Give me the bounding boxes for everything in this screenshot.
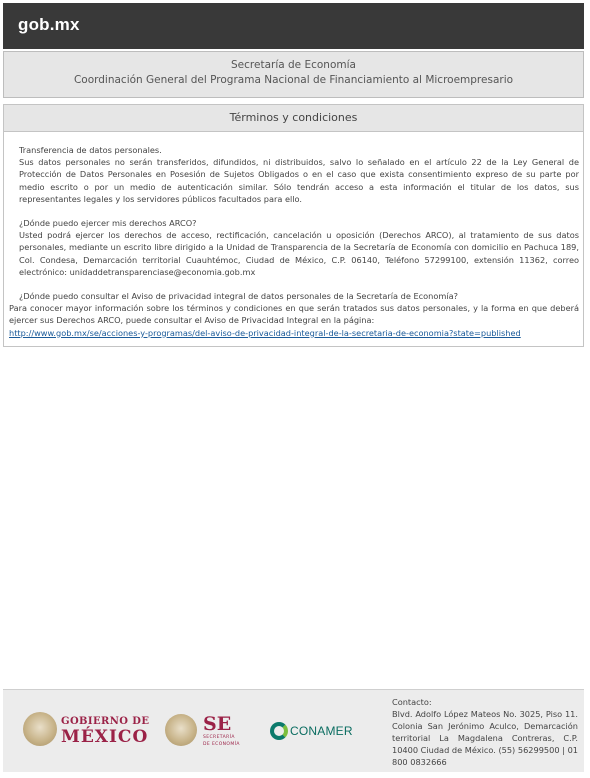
se-seal-icon — [165, 714, 197, 746]
notice-heading: ¿Dónde puedo consultar el Aviso de privacidad integral de datos personales de la Secretaría de Economía? — [19, 291, 458, 302]
arco-heading: ¿Dónde puedo ejercer mis derechos ARCO? — [19, 218, 197, 229]
transfer-heading: Transferencia de datos personales. — [19, 145, 162, 155]
conamer-ring-icon — [270, 722, 288, 740]
arco-text: Usted podrá ejercer los derechos de acceso, rectificación, cancelación u oposición (Derechos ARCO), al tratamiento de sus datos personales, mediante un escrito libre dirigido a la Unidad de Transparencia de la Secretaría de Economía con domicilio en Pachuca 189, Col. Condesa, Demarcación territorial Cuauhtémoc, Ciudad de México, C.P. 06140, Teléfono 57299100, extensión 11362, correo electrónico: unidaddetransparenciase@economia.gob.mx — [19, 230, 579, 277]
gob-line2: MÉXICO — [61, 727, 149, 747]
national-seal-icon — [23, 712, 57, 746]
agency-name: Secretaría de Economía — [231, 59, 356, 71]
conamer-name: CONAMER — [290, 724, 353, 738]
terms-panel — [3, 104, 584, 347]
gobmx-logo[interactable]: gob.mx — [18, 15, 80, 34]
contact-label: Contacto: — [392, 697, 432, 707]
privacy-notice-link[interactable]: http://www.gob.mx/se/acciones-y-programas/del-aviso-de-privacidad-integral-de-la-secretaria-de-economia?state=published — [9, 327, 521, 338]
gob-line1: GOBIERNO DE — [61, 716, 150, 727]
program-name: Coordinación General del Programa Nacional de Financiamiento al Microempresario — [73, 74, 514, 86]
notice-text: Para conocer mayor información sobre los términos y condiciones en que serán tratados sus datos personales, y la forma en que deberá ejercer sus Derechos ARCO, puede consultar el Aviso de Privacidad Integral en la página: — [9, 303, 579, 326]
transfer-text: Sus datos personales no serán transferidos, difundidos, ni distribuidos, salvo lo señalado en el artículo 22 de la Ley General de Protección de Datos Personales en Posesión de Sujetos Obligados o en el caso que exista consentimiento expreso de su parte por medio escrito o por un medio de autenticación similar. Sólo tendrán acceso a esta información el titular de los datos, sus representantes legales y los servidores públicos facultados para ello. — [19, 157, 579, 204]
footer — [3, 689, 584, 772]
gobierno-de-mexico-logo — [61, 717, 149, 746]
contact-text: Blvd. Adolfo López Mateos No. 3025, Piso 11. Colonia San Jerónimo Aculco, Demarcación territorial La Magdalena Contreras, C.P. 10400 Ciudad de México. (55) 56299500 | 01 800 0832666 — [392, 709, 578, 767]
secretaria-economia-logo — [203, 715, 240, 747]
agency-header — [3, 51, 584, 98]
terms-title: Términos y condiciones — [4, 105, 583, 132]
terms-body — [4, 132, 583, 339]
top-bar — [3, 3, 584, 49]
se-abbr: SE — [203, 713, 232, 735]
se-line2: DE ECONOMÍA — [203, 741, 240, 747]
contact-info — [392, 696, 578, 768]
se-line1: SECRETARÍA — [203, 735, 235, 740]
